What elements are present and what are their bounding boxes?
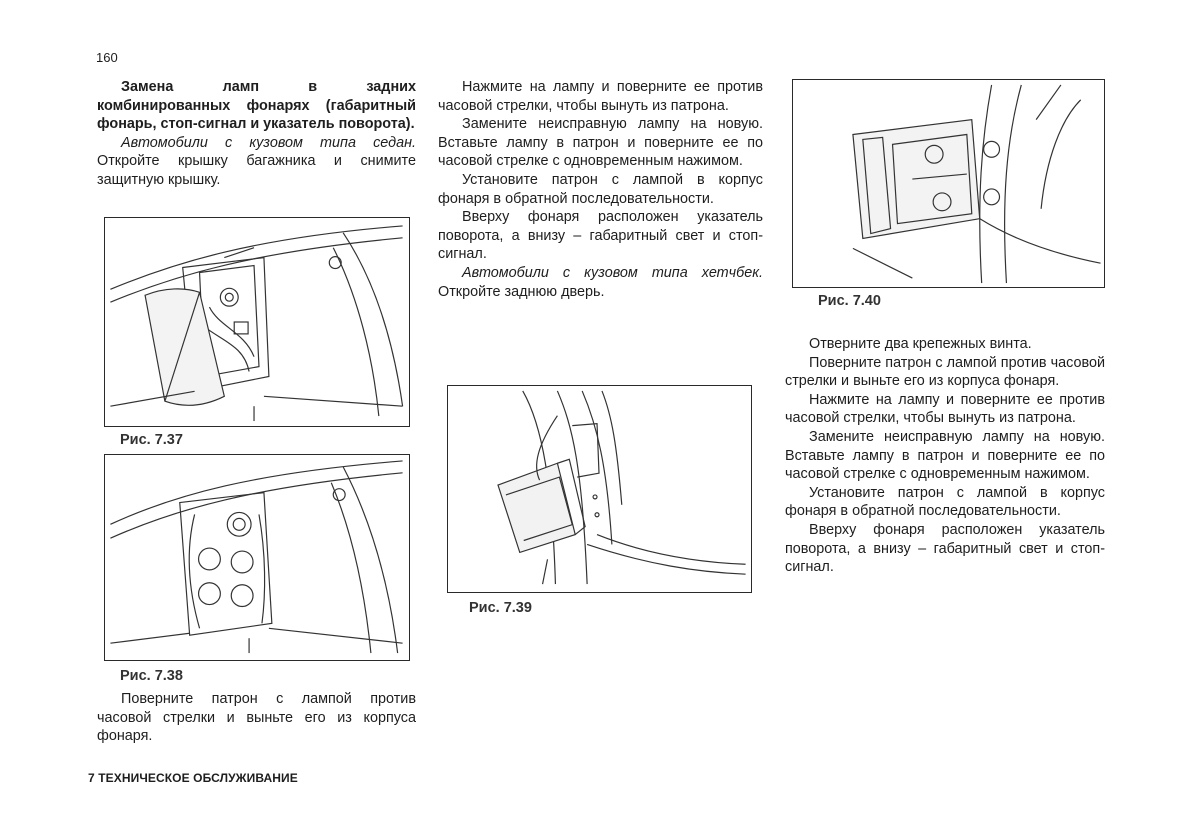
column-3 [785,335,1105,577]
page-footer: 7 ТЕХНИЧЕСКОЕ ОБСЛУЖИВАНИЕ [88,771,298,785]
column-3-paragraph-1: Отверните два крепежных винта. [809,336,1032,352]
figure-7-38-illustration [105,455,409,660]
figure-7-38-caption: Рис. 7.38 [120,668,183,684]
column-3-paragraph-6: Вверху фонаря расположен указатель поворота, а внизу – габаритный свет и стоп-сигнал. [785,521,1105,576]
figure-7-37-illustration [105,218,409,426]
figure-7-39-caption: Рис. 7.39 [469,600,532,616]
section-heading: Замена ламп в задних комбинированных фонарях (габаритный фонарь, стоп-сигнал и указатель поворота). [97,79,416,133]
figure-7-40-illustration [793,80,1104,287]
figure-7-37-caption: Рис. 7.37 [120,432,183,448]
hatchback-paragraph [438,264,763,301]
hatchback-label: Автомобили с кузовом типа хетчбек. [462,264,763,281]
column-1-bottom [97,690,416,746]
figure-7-39-illustration [448,386,751,592]
column-3-paragraph-5: Установите патрон с лампой в корпус фонаря в обратной последовательности. [785,484,1105,520]
column-2-paragraph-1: Нажмите на лампу и поверните ее против часовой стрелки, чтобы вынуть из патрона. [438,79,763,114]
column-2-paragraph-3: Установите патрон с лампой в корпус фонаря в обратной последовательности. [438,171,763,207]
column-3-paragraph-3: Нажмите на лампу и поверните ее против часовой стрелки, чтобы вынуть из патрона. [785,391,1105,427]
sedan-paragraph [97,134,416,190]
figure-7-40-caption: Рис. 7.40 [818,293,881,309]
hatchback-text: Откройте заднюю дверь. [438,283,605,300]
figure-7-40 [792,79,1105,288]
column-3-paragraph-4: Замените неисправную лампу на новую. Вставьте лампу в патрон и поверните ее по часовой стрелке с одновременным нажимом. [785,428,1105,483]
figure-7-39 [447,385,752,593]
figure-7-38 [104,454,410,661]
column-3-paragraph-2: Поверните патрон с лампой против часовой стрелки и выньте его из корпуса фонаря. [785,354,1105,390]
sedan-text: Откройте крышку багажника и снимите защитную крышку. [97,153,416,188]
column-2 [438,78,763,301]
sedan-label: Автомобили с кузовом типа седан. [121,134,416,151]
figure-7-37 [104,217,410,427]
column-1-bottom-paragraph: Поверните патрон с лампой против часовой стрелки и выньте его из корпуса фонаря. [97,691,416,745]
page-number: 160 [96,50,118,65]
column-2-paragraph-4: Вверху фонаря расположен указатель поворота, а внизу – габаритный свет и стоп-сигнал. [438,209,763,263]
column-2-paragraph-2: Замените неисправную лампу на новую. Вставьте лампу в патрон и поверните ее по часовой стрелке с одновременным нажимом. [438,116,763,170]
column-1 [97,78,416,190]
